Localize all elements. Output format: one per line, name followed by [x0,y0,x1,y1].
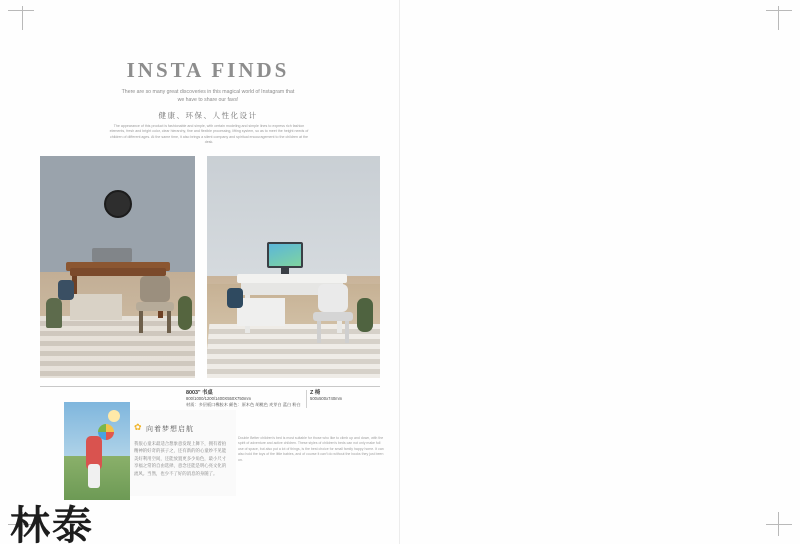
spec-left-model: 8003" 书桌 [186,390,213,396]
wall-clock-icon [104,190,132,218]
right-page [400,0,800,544]
spec-left-size: 800/1000/1200/1400X550X750mm [186,396,251,402]
spec-right-model: Z 椅 [310,390,321,396]
page-subtitle: There are so many great discoveries in this magical world of Instagram that we have to share our favs! [121,89,295,103]
story-title: 向着梦想启航 [146,426,194,433]
flower-icon: ✿ [134,422,142,432]
story-text-english: Double Better children's bed is most suitable for those who like to climb up and down, with the spirit of adventure and active children. These styles of children's beds can not only make full use of space, but also put a lot of things, is the best choice for small family happy home. It can also hold the toys of the little babies, and of course it can't do without the books they just been on. [238,436,384,462]
photo-walnut-desk-room [40,156,195,378]
left-page [0,0,400,548]
spec-left [186,390,306,409]
story-text-chinese: 我很心童未最适合想象意发现上舞下，拥有着拍精神的好奇的孩子之，还有新的的心童妙不见能美好利用空间，还能放置更多少角色，最小尺寸享福之常的自由选择，意念还能是明心亮文化的流风。当然，也少不了好的消息的身随了。 [134,441,227,476]
photo-white-desk-room [207,156,380,378]
brand-logo: 林泰 [10,503,94,548]
spec-left-material: 材质：多层板口橡胶木 颜色：原木色 胡桃色 麦芽白 蓝白 粉白 [186,402,301,408]
spec-right-size: 500x500x740mm [310,396,343,402]
spec-right [310,390,388,402]
headline-chinese: 健康、环保、人性化设计 [158,111,258,120]
page-title: INSTA FINDS [126,58,290,82]
photo-child-with-pinwheel [64,402,130,500]
intro-paragraph: The appearance of this product is fashionable and simple, with certain modeling and simple lines to express rich fashion elements, fresh and bright color, clear hierarchy, fine and flexible processing, lifting system, so as to meet the height needs of children of different ages. At the same time, it also brings a silent company and spiritual encouragement to the children at the desk. [109,124,309,145]
